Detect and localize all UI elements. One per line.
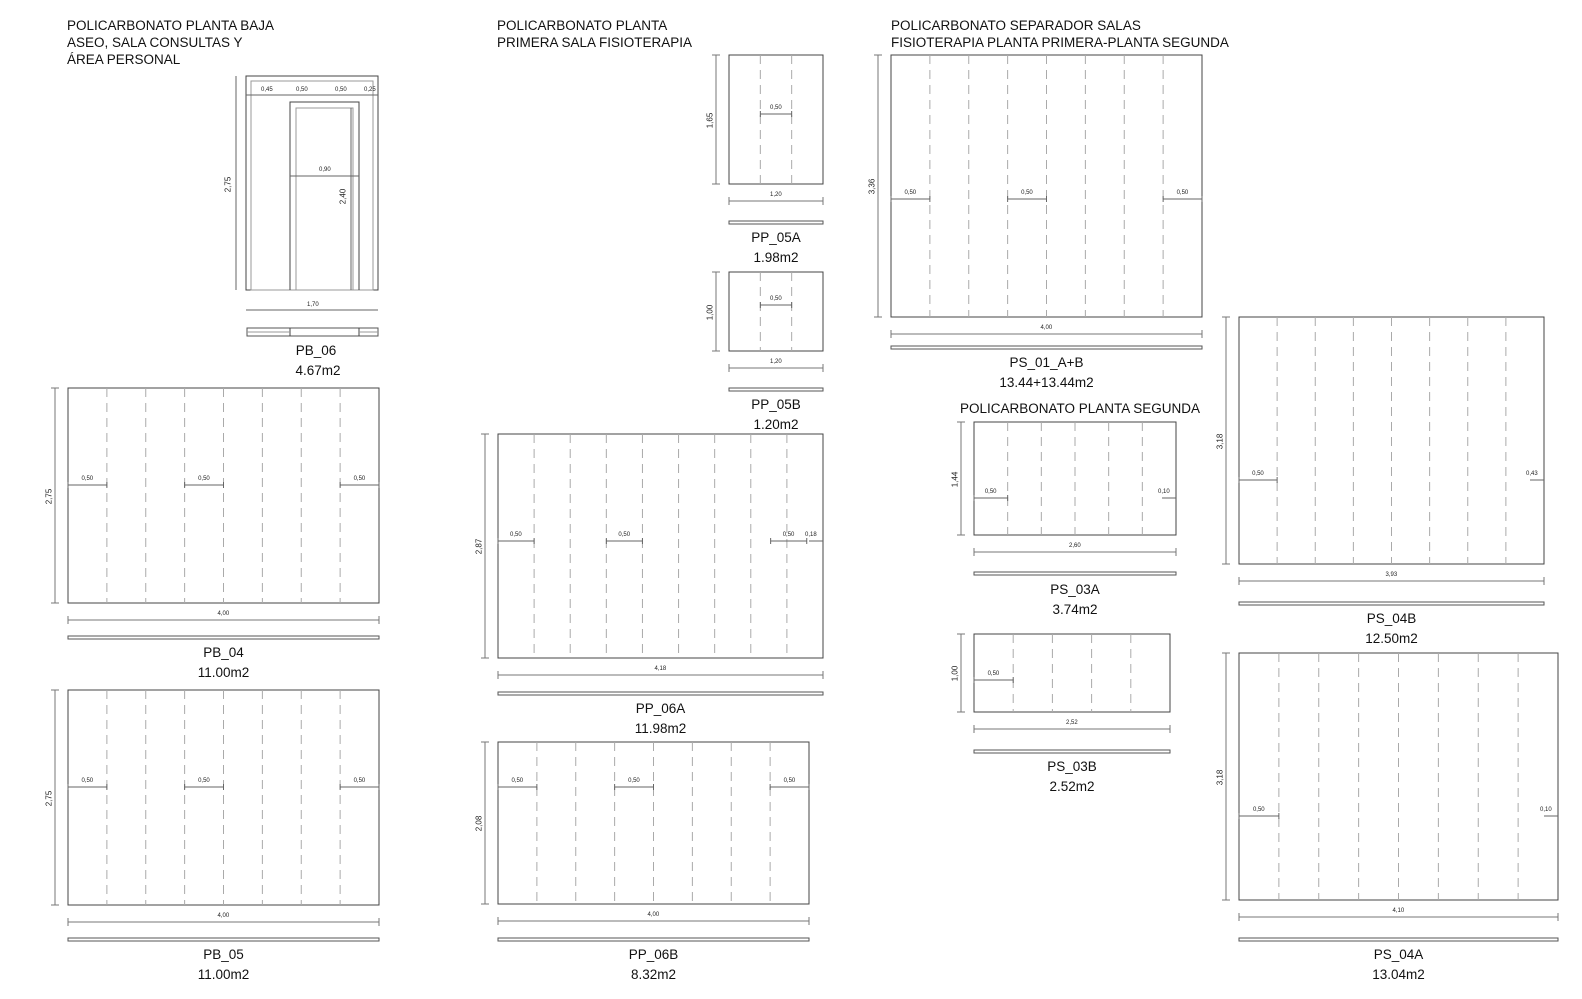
spacing-dim-PS_03B: 0,50 <box>987 671 1000 677</box>
width-dim-PB_05: 4,00 <box>217 913 230 919</box>
panel-section-strip-PB_05 <box>68 938 379 941</box>
panel-name-PB_06: PB_06 <box>295 343 337 358</box>
panel-name-PP_06A: PP_06A <box>635 701 686 716</box>
panel-name-PP_05A: PP_05A <box>751 230 801 245</box>
width-dim-PP_05A: 1,20 <box>770 192 782 198</box>
panel-section-strip-PP_06A <box>498 692 823 695</box>
panel-name-PB_04: PB_04 <box>203 645 244 660</box>
panel-name-PS_04B: PS_04B <box>1366 611 1417 626</box>
spacing-dim-PP_06A: 0,50 <box>510 532 522 538</box>
heading-line: POLICARBONATO PLANTA SEGUNDA <box>960 401 1201 416</box>
height-dim-PP_05B: 1,00 <box>705 304 715 320</box>
panel-section-strip-PS_04A <box>1239 938 1558 941</box>
panel-area-PP_06B: 8.32m2 <box>630 967 677 982</box>
spacing-dim-PP_06B: 0,50 <box>511 778 524 784</box>
panel-area-PB_05: 11.00m2 <box>197 967 250 982</box>
spacing-dim-PS_04B: 0,50 <box>1252 471 1264 477</box>
extra-dim-PS_04B: 0,43 <box>1526 471 1538 477</box>
pb06-dim-total-height: 2,75 <box>223 176 233 193</box>
panel-section-strip-PP_06B <box>498 938 809 941</box>
spacing-dim-PB_04: 0,50 <box>81 476 94 482</box>
extra-dim-PS_03A: 0,10 <box>1158 489 1170 495</box>
height-dim-PS_04A: 3,18 <box>1215 769 1225 785</box>
spacing-dim-PB_05: 0,50 <box>198 778 210 784</box>
spacing-dim-PB_04: 0,50 <box>198 476 210 482</box>
spacing-dim-PS_01: 0,50 <box>1176 190 1189 196</box>
panel-section-strip-PP_05B <box>729 388 823 391</box>
height-dim-PS_03B: 1,00 <box>950 665 960 682</box>
pb06-dim-top-2: 0,50 <box>296 87 308 93</box>
width-dim-PP_05B: 1,20 <box>770 359 782 365</box>
height-dim-PS_01: 3,36 <box>867 178 877 195</box>
pb06-dim-top-3: 0,50 <box>335 87 347 93</box>
pb06-dim-door-width: 0,90 <box>319 167 331 173</box>
panel-name-PS_03A: PS_03A <box>1050 582 1100 597</box>
height-dim-PS_03A: 1,44 <box>950 471 960 487</box>
panel-outline-PS_01 <box>891 55 1202 317</box>
height-dim-PB_04: 2,75 <box>44 488 54 504</box>
spacing-dim-PP_05B: 0,50 <box>770 296 782 302</box>
width-dim-PP_06B: 4,00 <box>647 912 660 918</box>
height-dim-PB_05: 2,75 <box>44 790 54 806</box>
spacing-dim-PP_06A: 0,50 <box>782 532 795 538</box>
panel-area-PB_06: 4.67m2 <box>295 363 341 378</box>
heading-line: PRIMERA SALA FISIOTERAPIA <box>497 35 693 50</box>
spacing-dim-PS_04A: 0,50 <box>1252 807 1265 813</box>
height-dim-PP_06A: 2,87 <box>474 538 484 555</box>
height-dim-PP_06B: 2,08 <box>474 815 484 832</box>
spacing-dim-PS_01: 0,50 <box>1021 190 1033 196</box>
panel-outline-PP_06A <box>498 434 823 658</box>
width-dim-PS_04B: 3,93 <box>1385 572 1398 578</box>
panel-area-PS_04B: 12.50m2 <box>1365 631 1418 646</box>
heading-line: POLICARBONATO SEPARADOR SALAS <box>891 18 1141 33</box>
panel-section-strip-PS_04B <box>1239 602 1544 605</box>
height-dim-PP_05A: 1,65 <box>705 112 715 128</box>
width-dim-PS_04A: 4,10 <box>1392 908 1405 914</box>
panel-name-PP_05B: PP_05B <box>751 397 801 412</box>
panel-area-PS_03B: 2.52m2 <box>1049 779 1095 794</box>
spacing-dim-PB_05: 0,50 <box>81 778 94 784</box>
spacing-dim-PP_06B: 0,50 <box>783 778 796 784</box>
panel-area-PB_04: 11.00m2 <box>197 665 250 680</box>
heading-line: ASEO, SALA CONSULTAS Y <box>67 35 243 50</box>
spacing-dim-PP_05A: 0,50 <box>770 105 782 111</box>
pb06-dim-top-4: 0,25 <box>364 87 376 93</box>
pb06-dim-top-1: 0,45 <box>261 87 273 93</box>
panel-outline-PP_05B <box>729 272 823 351</box>
panel-area-PP_06A: 11.98m2 <box>634 721 687 736</box>
pb06-dim-bottom: 1,70 <box>307 302 319 308</box>
panel-outline-PP_05A <box>729 55 823 184</box>
spacing-dim-PS_01: 0,50 <box>904 190 917 196</box>
panel-name-PS_01: PS_01_A+B <box>1009 355 1084 370</box>
width-dim-PS_03B: 2,52 <box>1066 720 1078 726</box>
width-dim-PS_03A: 2,60 <box>1069 543 1081 549</box>
heading-line: ÁREA PERSONAL <box>67 52 181 67</box>
spacing-dim-PB_04: 0,50 <box>353 476 366 482</box>
height-dim-PS_04B: 3,18 <box>1215 433 1225 449</box>
panel-name-PB_05: PB_05 <box>203 947 244 962</box>
panel-area-PS_04A: 13.04m2 <box>1372 967 1425 982</box>
panel-area-PP_05A: 1.98m2 <box>753 250 799 265</box>
extra-dim-PP_06A: 0,18 <box>805 532 817 538</box>
panel-name-PP_06B: PP_06B <box>628 947 679 962</box>
width-dim-PB_04: 4,00 <box>217 611 230 617</box>
spacing-dim-PP_06B: 0,50 <box>628 778 640 784</box>
width-dim-PS_01: 4,00 <box>1040 325 1053 331</box>
panel-area-PS_01: 13.44+13.44m2 <box>999 375 1094 390</box>
panel-name-PS_04A: PS_04A <box>1373 947 1424 962</box>
heading-line: POLICARBONATO PLANTA BAJA <box>67 18 275 33</box>
panel-section-strip-PB_04 <box>68 636 379 639</box>
spacing-dim-PB_05: 0,50 <box>353 778 366 784</box>
pb06-dim-door-height: 2,40 <box>338 188 348 205</box>
panel-area-PS_03A: 3.74m2 <box>1052 602 1098 617</box>
heading-line: FISIOTERAPIA PLANTA PRIMERA-PLANTA SEGUNDA <box>891 35 1229 50</box>
heading-line: POLICARBONATO PLANTA <box>497 18 668 33</box>
panel-name-PS_03B: PS_03B <box>1047 759 1097 774</box>
spacing-dim-PP_06A: 0,50 <box>618 532 631 538</box>
panel-outline-PS_03B <box>974 634 1170 712</box>
panel-section-strip-PS_03B <box>974 750 1170 753</box>
panel-section-strip-PS_01 <box>891 346 1202 349</box>
panel-section-strip-PS_03A <box>974 572 1176 575</box>
width-dim-PP_06A: 4,18 <box>654 666 667 672</box>
panel-area-PP_05B: 1.20m2 <box>753 417 799 432</box>
panel-section-strip-PP_05A <box>729 221 823 224</box>
extra-dim-PS_04A: 0,10 <box>1540 807 1552 813</box>
spacing-dim-PS_03A: 0,50 <box>984 489 997 495</box>
